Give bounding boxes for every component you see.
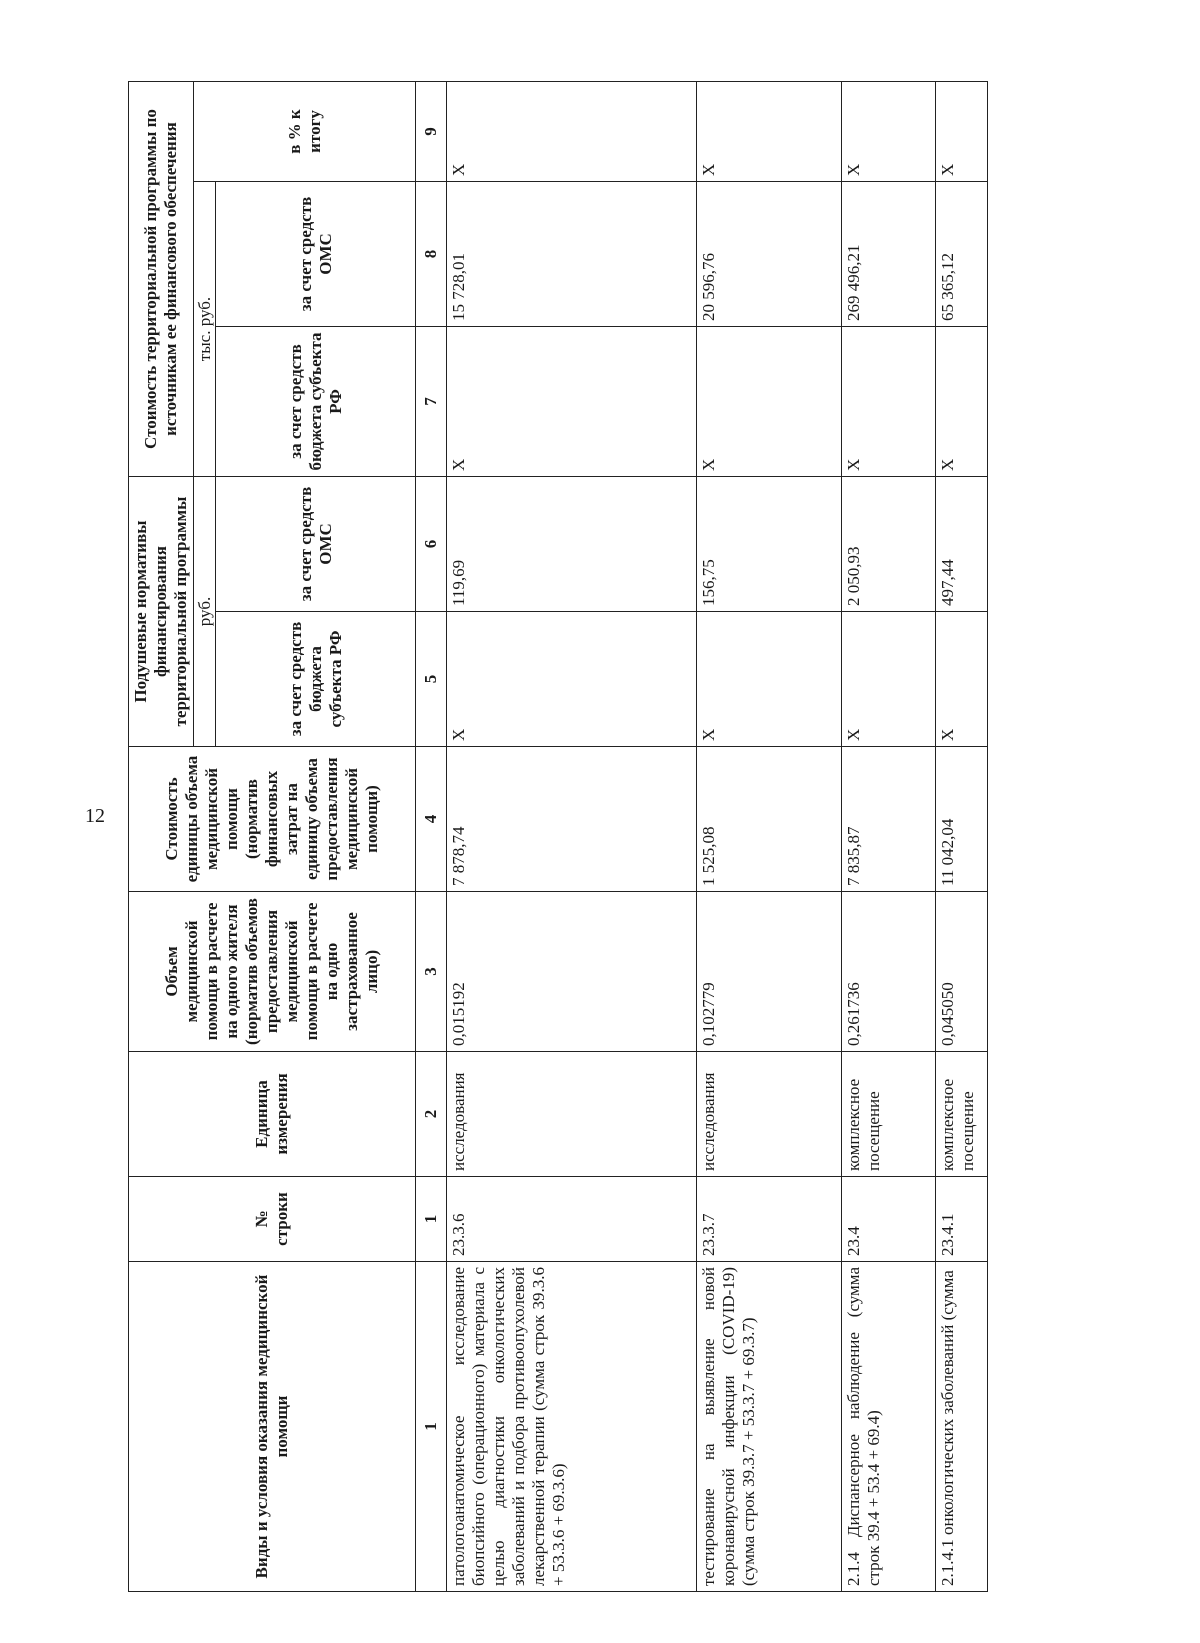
column-number: 5 [416,612,447,747]
table-row [842,82,936,1592]
cell-cost-budget: X [842,327,936,477]
cell-cost-oms: 269 496,21 [842,182,936,327]
cell-cost: 1 525,08 [696,747,842,892]
header-cost-budget: за счет средств бюджета субъекта РФ [216,327,416,477]
column-number: 3 [416,892,447,1052]
cell-cost-budget: X [447,327,697,477]
cell-norm-budget: X [447,612,697,747]
cell-unit: исследования [447,1052,697,1177]
cell-norm-oms: 119,69 [447,477,697,612]
column-number: 1 [416,1177,447,1262]
column-number: 7 [416,327,447,477]
cell-volume: 0,045050 [935,892,987,1052]
table-row [935,82,987,1592]
cell-cost-budget: X [696,327,842,477]
cell-row-no: 23.3.6 [447,1177,697,1262]
column-number: 6 [416,477,447,612]
header-norms-unit: руб. [194,477,216,747]
cell-norm-oms: 156,75 [696,477,842,612]
cell-cost: 11 042,04 [935,747,987,892]
cell-cost: 7 835,87 [842,747,936,892]
header-pct: в % к итогу [194,82,416,182]
column-number: 9 [416,82,447,182]
column-number: 2 [416,1052,447,1177]
header-norm-budget: за счет средств бюджета субъекта РФ [216,612,416,747]
cell-cost-budget: X [935,327,987,477]
cell-volume: 0,102779 [696,892,842,1052]
column-number: 8 [416,182,447,327]
cell-kind: тестирование на выявление новой коронавирусной инфекции (COVID-19) (сумма строк 39.3.7 + 53.3.7 + 69.3.7) [696,1262,842,1592]
cell-pct: X [696,82,842,182]
cell-kind: патологоанатомическое исследование биопсийного (операционного) материала с целью диагностики онкологических заболеваний и подбора противоопухолевой лекарственной терапии (сумма строк 39.3.6 + 53.3.6 + 69.3.6) [447,1262,697,1592]
cell-norm-oms: 497,44 [935,477,987,612]
cell-norm-budget: X [696,612,842,747]
cell-pct: X [842,82,936,182]
cell-cost-oms: 15 728,01 [447,182,697,327]
header-unit: Единица измерения [129,1052,416,1177]
header-cost-oms: за счет средств ОМС [216,182,416,327]
cell-row-no: 23.4 [842,1177,936,1262]
cell-kind: 2.1.4.1 онкологических заболеваний (сумма [935,1262,987,1592]
header-kind: Виды и условия оказания медицинской помощи [129,1262,416,1592]
cell-cost: 7 878,74 [447,747,697,892]
rotated-table-container [128,82,988,1592]
cell-pct: X [447,82,697,182]
table-row [696,82,842,1592]
cell-kind: 2.1.4 Диспансерное наблюдение (сумма строк 39.4 + 53.4 + 69.4) [842,1262,936,1592]
cell-norm-budget: X [842,612,936,747]
cell-norm-budget: X [935,612,987,747]
header-group-cost: Стоимость территориальной программы по источникам ее финансового обеспечения [129,82,194,477]
header-group-norms: Подушевые нормативы финансирования территориальной программы [129,477,194,747]
cell-row-no: 23.4.1 [935,1177,987,1262]
header-volume: Объем медицинской помощи в расчете на одного жителя (норматив объемов предоставления медицинской помощи в расчете на одно застрахованное лицо) [129,892,416,1052]
cell-row-no: 23.3.7 [696,1177,842,1262]
page-number: 12 [85,805,105,827]
cell-volume: 0,015192 [447,892,697,1052]
cell-unit: комплексное посещение [935,1052,987,1177]
cell-cost-oms: 65 365,12 [935,182,987,327]
table-row [447,82,697,1592]
cell-pct: X [935,82,987,182]
column-number: 4 [416,747,447,892]
cell-unit: исследования [696,1052,842,1177]
cell-cost-oms: 20 596,76 [696,182,842,327]
header-row-no: № строки [129,1177,416,1262]
financing-table [128,81,988,1592]
header-cost-unit: тыс. руб. [194,182,216,477]
column-number: 1 [416,1262,447,1592]
header-cost: Стоимость единицы объема медицинской помощи (норматив финансовых затрат на единицу объема предоставления медицинской помощи) [129,747,416,892]
header-norm-oms: за счет средств ОМС [216,477,416,612]
cell-volume: 0,261736 [842,892,936,1052]
cell-unit: комплексное посещение [842,1052,936,1177]
cell-norm-oms: 2 050,93 [842,477,936,612]
